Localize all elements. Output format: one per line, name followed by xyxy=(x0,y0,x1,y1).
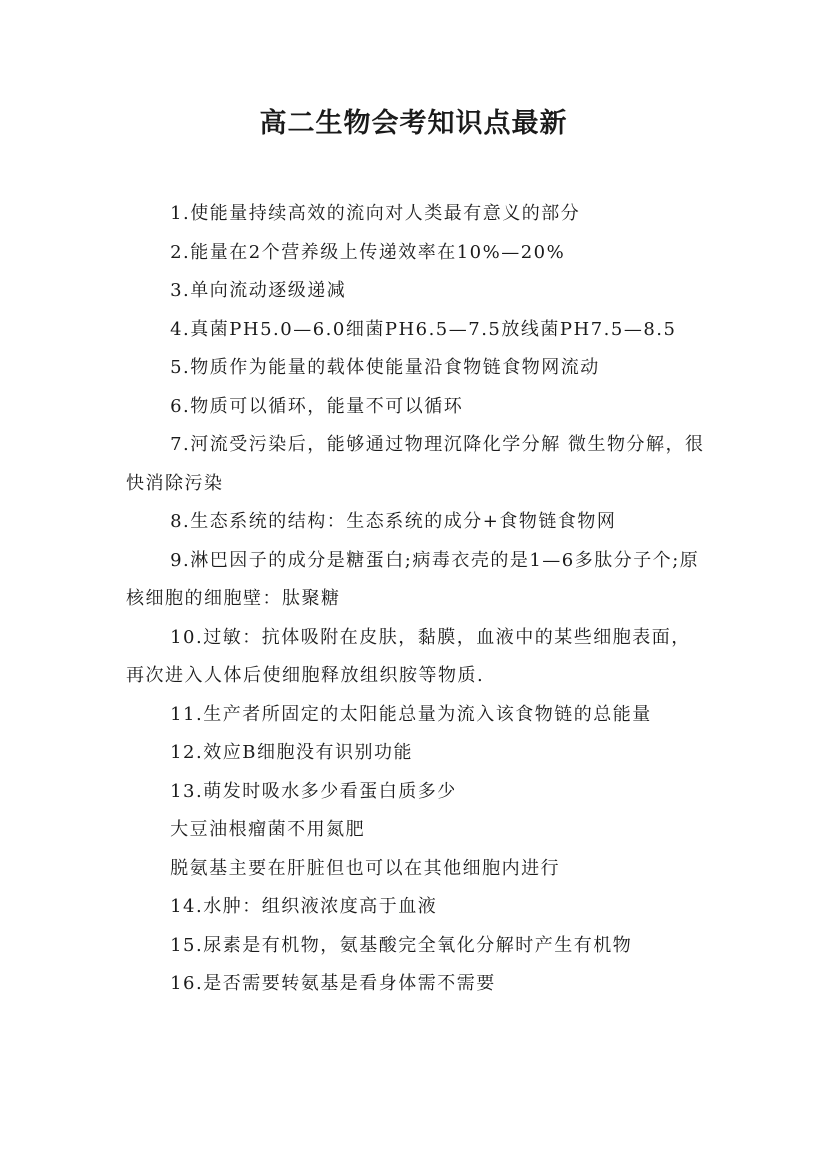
paragraph: 14.水肿：组织液浓度高于血液 xyxy=(170,896,438,917)
document-title: 高二生物会考知识点最新 xyxy=(259,108,568,139)
paragraph: 11.生产者所固定的太阳能总量为流入该食物链的总能量 xyxy=(170,703,652,725)
paragraph: 16.是否需要转氨基是看身体需不需要 xyxy=(170,973,496,994)
paragraph: 10.过敏：抗体吸附在皮肤，黏膜，血液中的某些细胞表面，再次进入人体后使细胞释放组织胺等物质. xyxy=(126,626,691,686)
paragraph: 9.淋巴因子的成分是糖蛋白;病毒衣壳的是1—6多肽分子个;原核细胞的细胞壁：肽聚糖 xyxy=(126,549,700,609)
paragraph: 5.物质作为能量的载体使能量沿食物链食物网流动 xyxy=(170,357,600,378)
paragraph: 15.尿素是有机物，氨基酸完全氧化分解时产生有机物 xyxy=(170,934,633,956)
paragraph: 大豆油根瘤菌不用氮肥 xyxy=(170,819,366,840)
paragraph: 3.单向流动逐级递减 xyxy=(170,280,347,301)
paragraph: 脱氨基主要在肝脏但也可以在其他细胞内进行 xyxy=(170,857,561,879)
paragraph: 7.河流受污染后，能够通过物理沉降化学分解 微生物分解，很快消除污染 xyxy=(126,434,705,494)
paragraph: 8.生态系统的结构：生态系统的成分+食物链食物网 xyxy=(170,511,617,532)
document-body xyxy=(126,195,706,1004)
paragraph: 12.效应B细胞没有识别功能 xyxy=(170,742,413,763)
paragraph: 1.使能量持续高效的流向对人类最有意义的部分 xyxy=(170,203,581,224)
paragraph: 2.能量在2个营养级上传递效率在10%—20% xyxy=(170,241,566,263)
paragraph: 4.真菌PH5.0—6.0细菌PH6.5—7.5放线菌PH7.5—8.5 xyxy=(170,318,677,340)
paragraph: 13.萌发时吸水多少看蛋白质多少 xyxy=(170,780,457,802)
paragraph: 6.物质可以循环，能量不可以循环 xyxy=(170,395,464,417)
